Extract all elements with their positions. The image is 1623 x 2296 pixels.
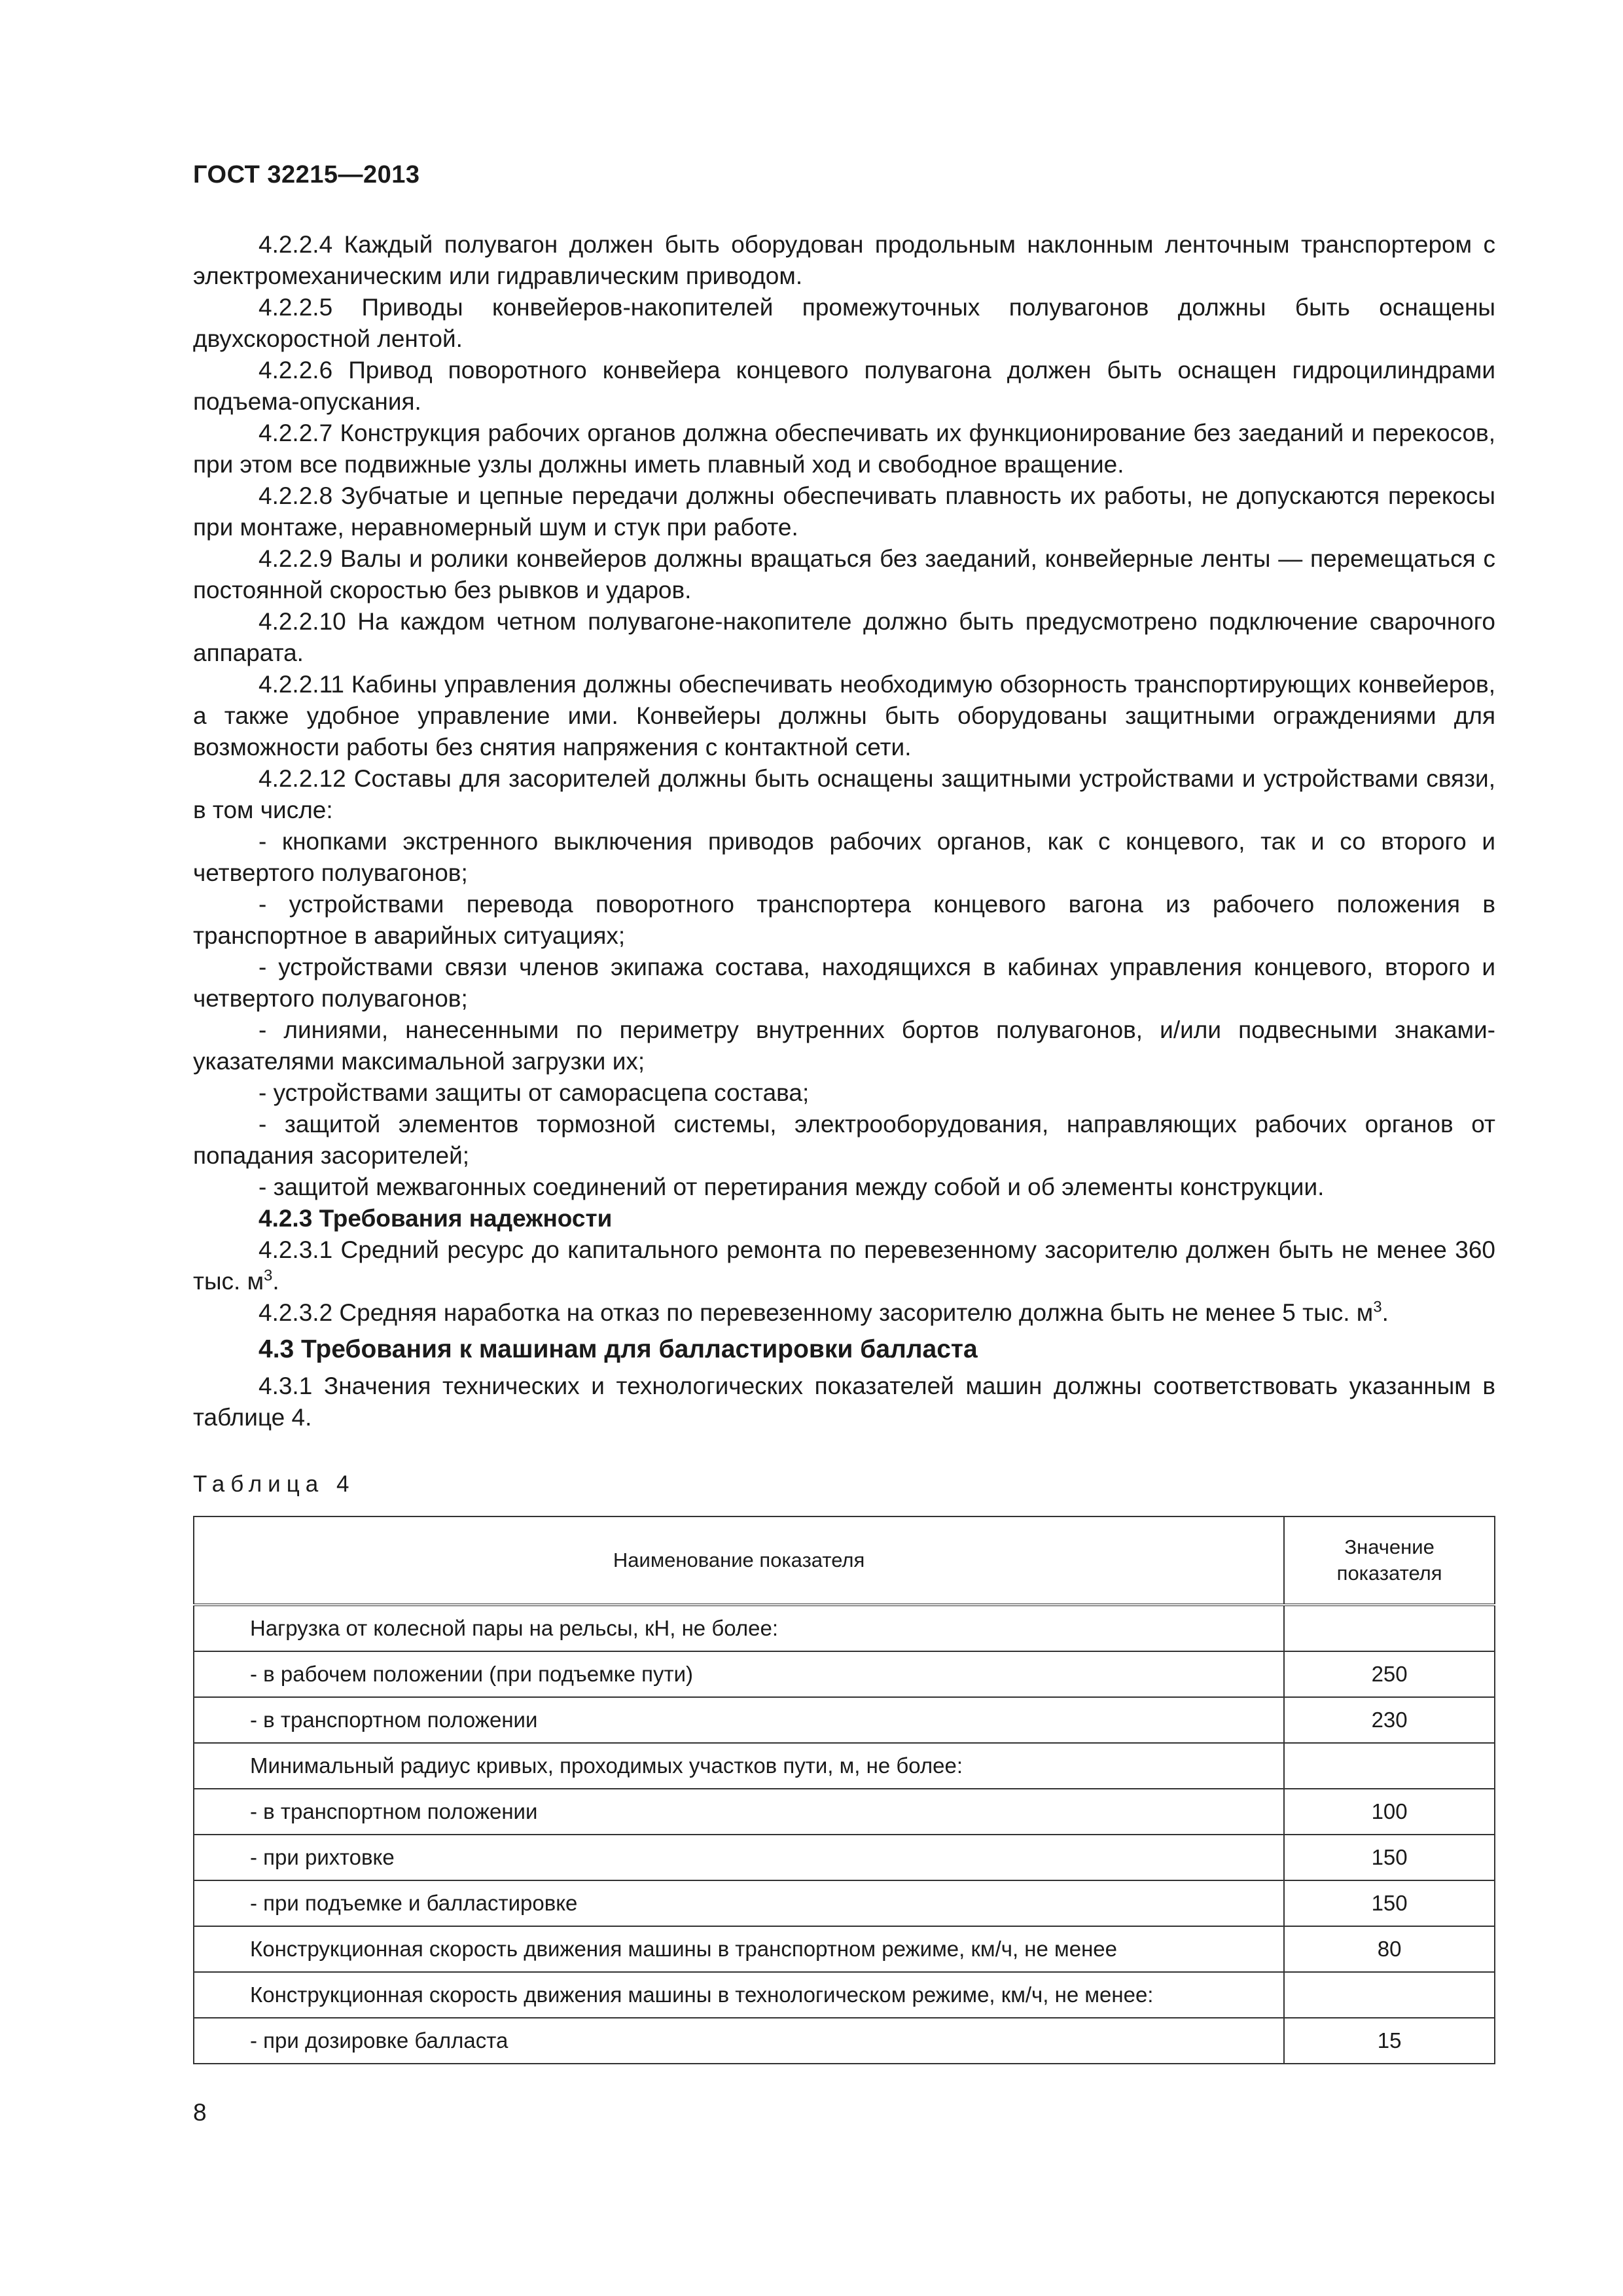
indicator-value: 150 (1284, 1835, 1495, 1880)
indicator-name: Нагрузка от колесной пары на рельсы, кН, не более: (194, 1605, 1284, 1651)
page-number: 8 (193, 2099, 207, 2126)
paragraph-4-2-3-1-end: . (272, 1268, 279, 1295)
table-row (194, 2018, 1495, 2064)
paragraph-4-2-2-4: 4.2.2.4 Каждый полувагон должен быть оборудован продольным наклонным ленточным транспортером с электромеханическим или гидравлическим приводом. (193, 231, 1495, 289)
indicator-value: 250 (1284, 1651, 1495, 1697)
paragraph-4-2-2-11: 4.2.2.11 Кабины управления должны обеспечивать необходимую обзорность транспортирующих конвейеров, а также удобное управление ими. Конвейеры должны быть оборудованы защитными ограждениями для возможности работы без снятия напряжения с контактной сети. (193, 671, 1495, 761)
superscript-3: 3 (264, 1266, 273, 1285)
paragraph-4-2-2-9: 4.2.2.9 Валы и ролики конвейеров должны вращаться без заеданий, конвейерные ленты — перемещаться с постоянной скоростью без рывков и ударов. (193, 545, 1495, 603)
table-row (194, 1651, 1495, 1697)
list-item: - защитой межвагонных соединений от перетирания между собой и об элементы конструкции. (259, 1174, 1325, 1200)
indicator-name: Конструкционная скорость движения машины в транспортном режиме, км/ч, не менее (194, 1926, 1284, 1972)
paragraph-4-2-3-2 (193, 1297, 1495, 1329)
paragraph-4-3-1: 4.3.1 Значения технических и технологических показателей машин должны соответствовать указанным в таблице 4. (193, 1372, 1495, 1431)
list-item: - устройствами связи членов экипажа состава, находящихся в кабинах управления концевого, второго и четвертого полувагонов; (193, 954, 1495, 1012)
table-row (194, 1697, 1495, 1743)
indicator-name: - в рабочем положении (при подъемке пути) (194, 1651, 1284, 1697)
indicator-value (1284, 1605, 1495, 1651)
indicator-value: 100 (1284, 1789, 1495, 1835)
document-header: ГОСТ 32215—2013 (193, 161, 420, 188)
indicator-value (1284, 1972, 1495, 2018)
paragraph-4-2-2-12: 4.2.2.12 Составы для засорителей должны быть оснащены защитными устройствами и устройствами связи, в том числе: (193, 765, 1495, 823)
superscript-3: 3 (1373, 1298, 1382, 1316)
paragraph-4-2-2-7: 4.2.2.7 Конструкция рабочих органов должна обеспечивать их функционирование без заеданий и перекосов, при этом все подвижные узлы должны иметь плавный ход и свободное вращение. (193, 420, 1495, 478)
indicator-value: 230 (1284, 1697, 1495, 1743)
table-row (194, 1835, 1495, 1880)
list-item: - защитой элементов тормозной системы, электрооборудования, направляющих рабочих органов от попадания засорителей; (193, 1111, 1495, 1169)
column-header-value-line1: Значение (1344, 1535, 1435, 1558)
indicator-name: - в транспортном положении (194, 1789, 1284, 1835)
indicator-value: 80 (1284, 1926, 1495, 1972)
list-item: - линиями, нанесенными по периметру внутренних бортов полувагонов, и/или подвесными знаками-указателями максимальной загрузки их; (193, 1016, 1495, 1075)
paragraph-4-2-3-1 (193, 1234, 1495, 1297)
list-item: - устройствами перевода поворотного транспортера концевого вагона из рабочего положения в транспортное в аварийных ситуациях; (193, 891, 1495, 949)
table-header-row (194, 1516, 1495, 1605)
heading-4-3: 4.3 Требования к машинам для балластировки балласта (259, 1335, 978, 1363)
list-item: - устройствами защиты от саморасцепа состава; (259, 1079, 810, 1106)
paragraph-4-2-2-6: 4.2.2.6 Привод поворотного конвейера концевого полувагона должен быть оснащен гидроцилиндрами подъема-опускания. (193, 357, 1495, 415)
table-row (194, 1880, 1495, 1926)
indicator-name: - при рихтовке (194, 1835, 1284, 1880)
column-header-value-line2: показателя (1336, 1562, 1442, 1585)
indicator-name: Минимальный радиус кривых, проходимых участков пути, м, не более: (194, 1743, 1284, 1789)
paragraph-4-2-2-5: 4.2.2.5 Приводы конвейеров-накопителей промежуточных полувагонов должны быть оснащены двухскоростной лентой. (193, 294, 1495, 352)
table-row (194, 1789, 1495, 1835)
indicator-value: 15 (1284, 2018, 1495, 2064)
indicator-name: Конструкционная скорость движения машины в технологическом режиме, км/ч, не менее: (194, 1972, 1284, 2018)
column-header-value (1284, 1516, 1495, 1605)
indicator-value: 150 (1284, 1880, 1495, 1926)
paragraph-4-2-2-10: 4.2.2.10 На каждом четном полувагоне-накопителе должно быть предусмотрено подключение сварочного аппарата. (193, 608, 1495, 666)
paragraph-4-2-3-2-end: . (1382, 1299, 1389, 1326)
body-text (193, 229, 1495, 1433)
indicator-value (1284, 1743, 1495, 1789)
list-item: - кнопками экстренного выключения приводов рабочих органов, как с концевого, так и со второго и четвертого полувагонов; (193, 828, 1495, 886)
table-row (194, 1972, 1495, 2018)
indicator-name: - при дозировке балласта (194, 2018, 1284, 2064)
table-row (194, 1743, 1495, 1789)
paragraph-4-2-2-8: 4.2.2.8 Зубчатые и цепные передачи должны обеспечивать плавность их работы, не допускаются перекосы при монтаже, неравномерный шум и стук при работе. (193, 482, 1495, 541)
indicator-name: - при подъемке и балластировке (194, 1880, 1284, 1926)
table-caption: Таблица 4 (193, 1471, 355, 1497)
heading-4-2-3: 4.2.3 Требования надежности (259, 1205, 613, 1232)
table-4 (193, 1516, 1495, 2064)
table-row (194, 1926, 1495, 1972)
table-row (194, 1605, 1495, 1651)
paragraph-4-2-3-2-text: 4.2.3.2 Средняя наработка на отказ по перевезенному засорителю должна быть не менее 5 тыс. м (259, 1299, 1374, 1326)
column-header-name: Наименование показателя (194, 1516, 1284, 1605)
indicator-name: - в транспортном положении (194, 1697, 1284, 1743)
paragraph-4-2-3-1-text: 4.2.3.1 Средний ресурс до капитального ремонта по перевезенному засорителю должен быть не менее 360 тыс. м (193, 1236, 1495, 1295)
